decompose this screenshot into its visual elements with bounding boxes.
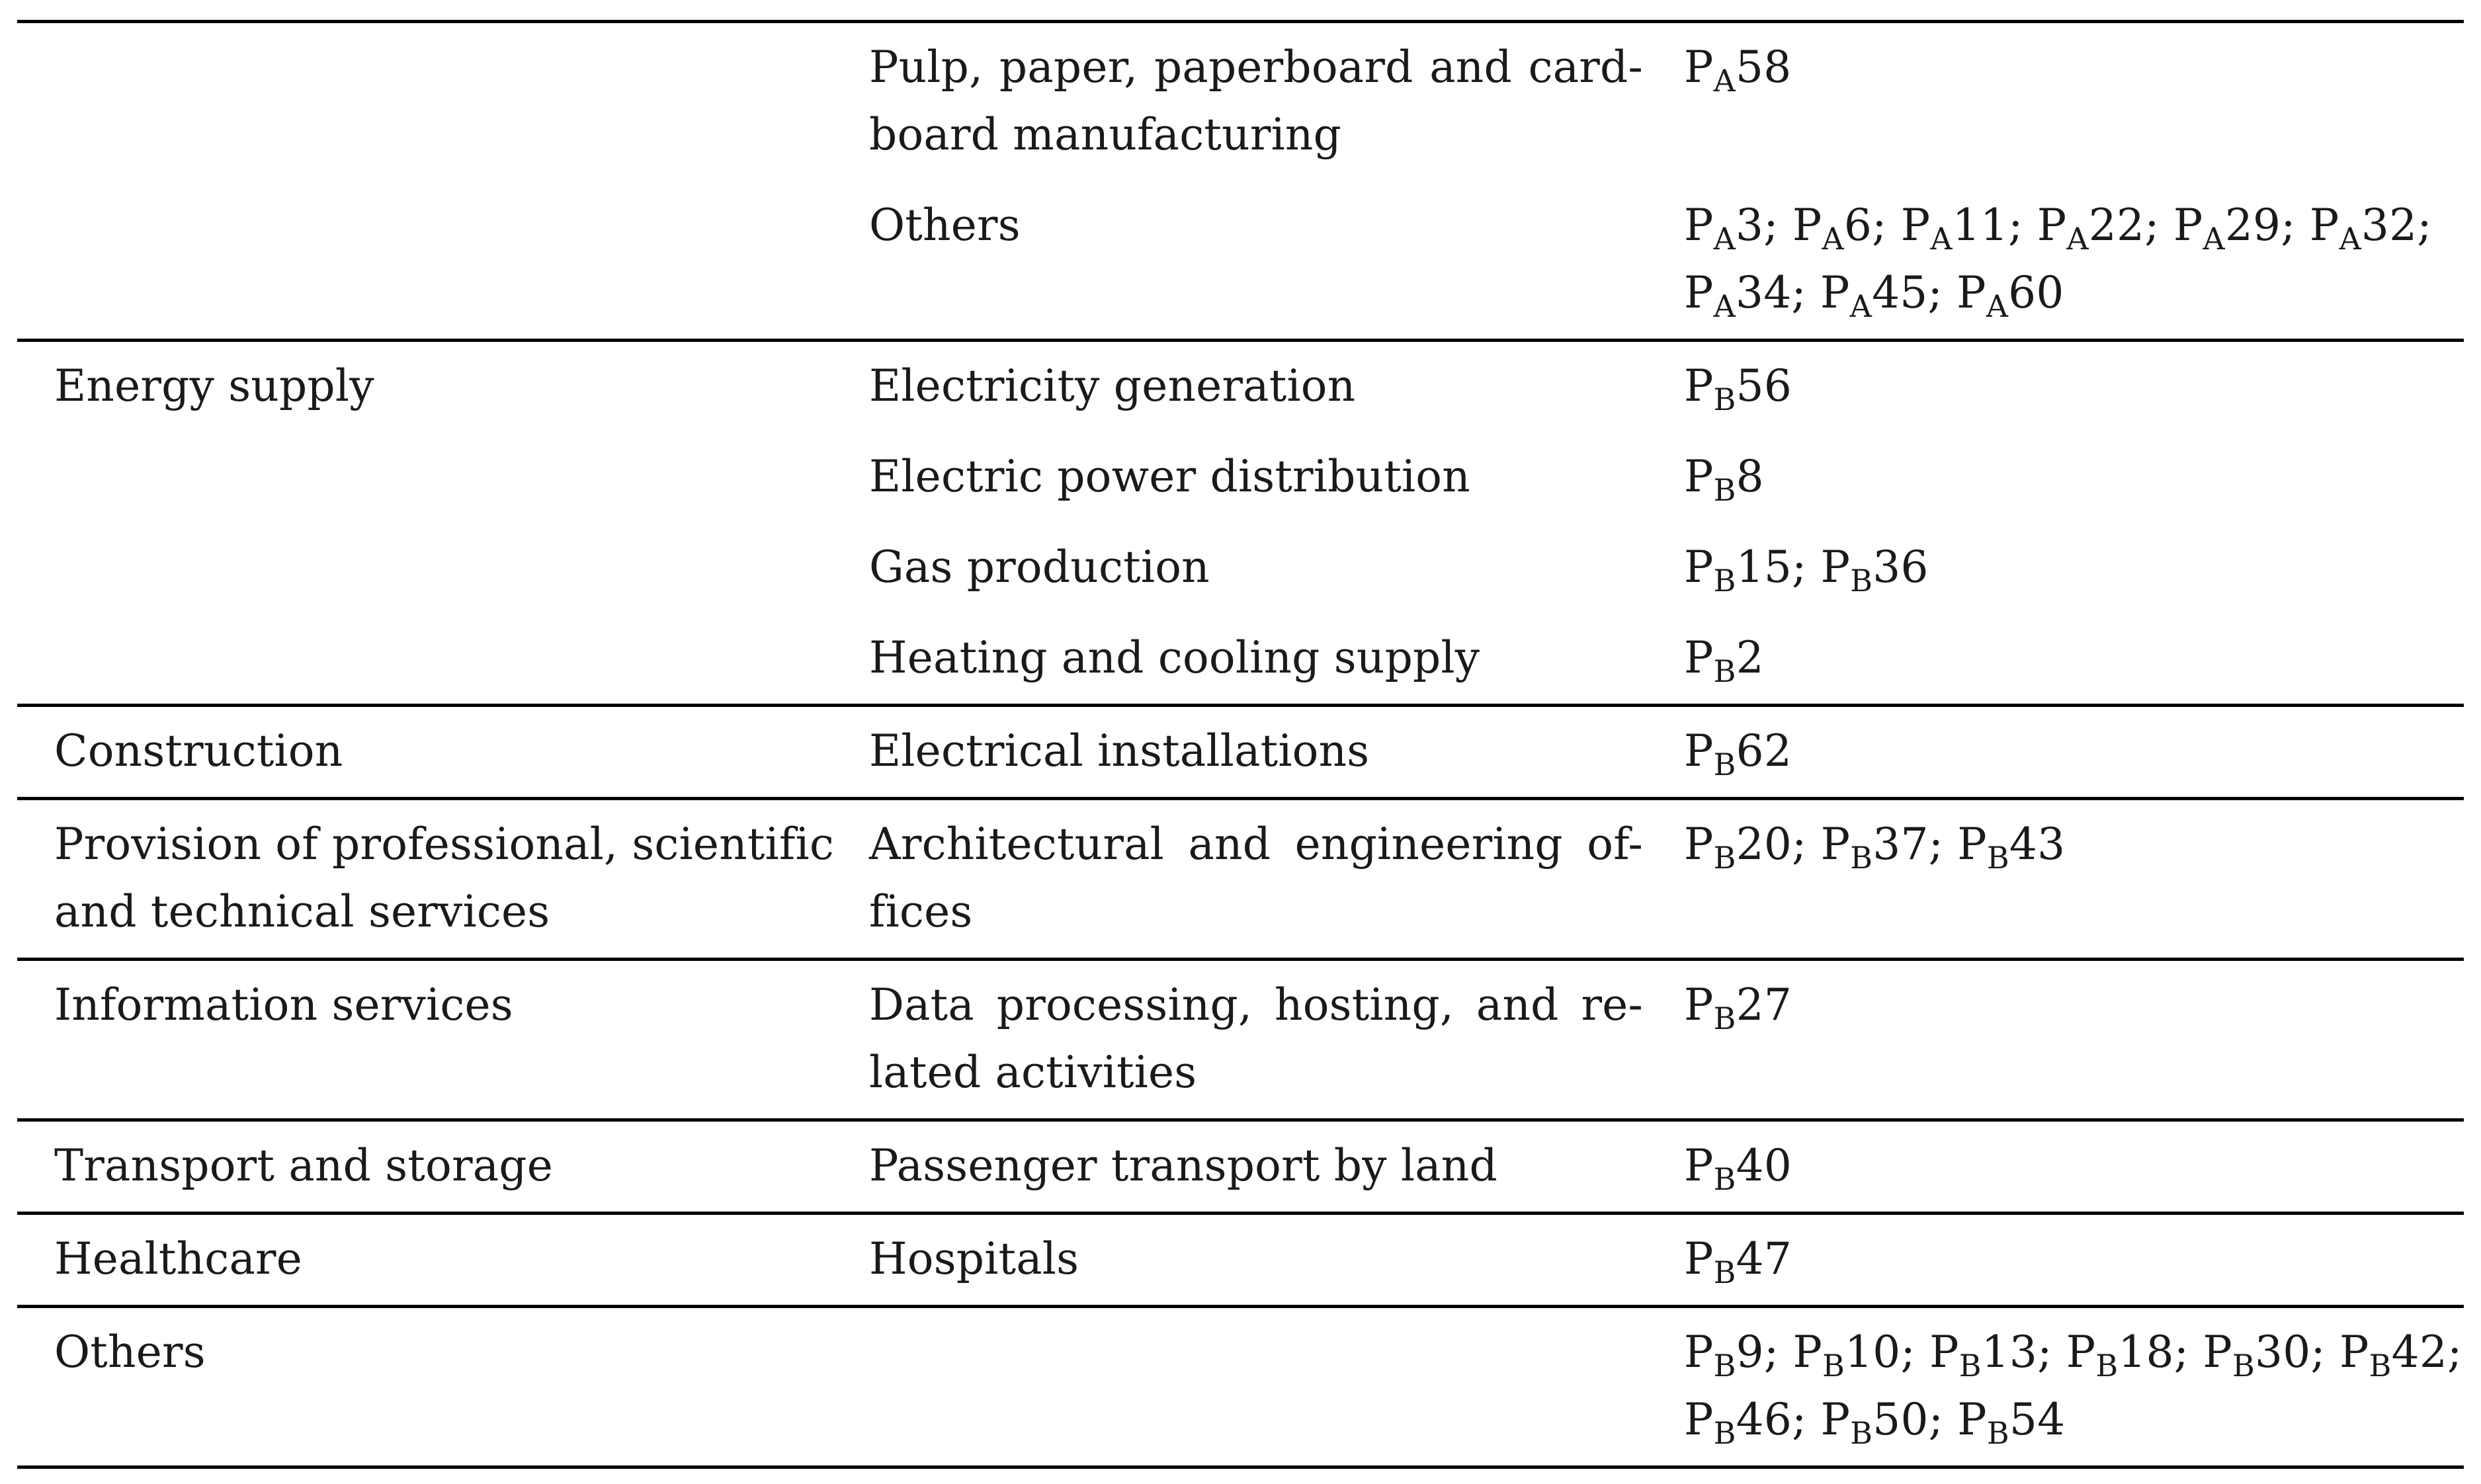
- reference-group: B: [1713, 1001, 1736, 1036]
- reference-group: B: [1850, 563, 1873, 598]
- reference-line: [1684, 624, 2464, 692]
- paper-reference: [2339, 1327, 2448, 1383]
- section-healthcare: [17, 1215, 2464, 1305]
- subsector-label: board manufacturing: [869, 109, 1342, 160]
- reference-separator: ;: [1791, 267, 1821, 318]
- sector-cell: [54, 971, 835, 1039]
- reference-line: [1684, 1386, 2464, 1454]
- reference-number: 37: [1872, 819, 1929, 870]
- reference-number: 9: [1736, 1327, 1764, 1378]
- subsector-label: Hospitals: [869, 1233, 1079, 1284]
- reference-cell: [1684, 1132, 2464, 1200]
- reference-group: B: [1958, 1348, 1982, 1383]
- subsector-label: fices: [869, 886, 973, 937]
- reference-line: [1684, 971, 2464, 1039]
- reference-separator: ;: [1928, 819, 1958, 870]
- reference-prefix: P: [2173, 200, 2203, 251]
- reference-line: [1684, 259, 2464, 327]
- section-transport-storage: [17, 1122, 2464, 1212]
- reference-separator: ;: [1792, 542, 1821, 593]
- table-rule: [17, 1465, 2464, 1469]
- subsector-cell: [869, 34, 1643, 169]
- reference-number: 13: [1981, 1327, 2038, 1378]
- reference-number: 6: [1843, 200, 1872, 251]
- paper-reference: [1956, 267, 2064, 324]
- paper-reference: [2309, 200, 2418, 257]
- reference-separator: ;: [2447, 1327, 2462, 1378]
- sector-cell: [54, 1319, 835, 1386]
- reference-number: 10: [1845, 1327, 1901, 1378]
- reference-line: [1684, 1319, 2464, 1386]
- paper-reference: [1684, 267, 1792, 324]
- paper-reference: [1684, 42, 1792, 99]
- reference-separator: ;: [1763, 1327, 1793, 1378]
- section-information-services: [17, 961, 2464, 1118]
- reference-group: B: [1713, 840, 1736, 876]
- paper-reference: [1820, 267, 1928, 324]
- reference-group: A: [1713, 63, 1736, 99]
- subsector-cell: [869, 718, 1643, 785]
- reference-line: [1684, 811, 2464, 878]
- reference-prefix: P: [1684, 42, 1714, 93]
- reference-group: B: [1713, 382, 1736, 417]
- paper-reference: [2203, 1327, 2311, 1383]
- reference-separator: ;: [1900, 1327, 1930, 1378]
- paper-reference: [1792, 1327, 1901, 1383]
- reference-prefix: P: [2037, 200, 2067, 251]
- reference-prefix: P: [1957, 1394, 1987, 1445]
- paper-reference: [1820, 819, 1929, 876]
- reference-group: B: [1713, 563, 1736, 598]
- sector-cell: [54, 1132, 835, 1200]
- reference-prefix: P: [1684, 819, 1714, 870]
- subsector-label: Architectural and engineering of-: [869, 819, 1643, 870]
- reference-prefix: P: [1684, 267, 1714, 318]
- reference-number: 36: [1872, 542, 1929, 593]
- reference-group: B: [2369, 1348, 2392, 1383]
- reference-cell: [1684, 34, 2464, 101]
- reference-number: 54: [2009, 1394, 2066, 1445]
- reference-group: B: [1713, 472, 1736, 508]
- sector-label: Energy supply: [54, 360, 374, 411]
- section-industry-cont: [17, 23, 2464, 339]
- reference-prefix: P: [1684, 632, 1714, 683]
- reference-prefix: P: [1957, 819, 1987, 870]
- reference-prefix: P: [1684, 542, 1714, 593]
- reference-prefix: P: [1684, 1394, 1714, 1445]
- reference-group: B: [1822, 1348, 1845, 1383]
- reference-line: [1684, 1225, 2464, 1293]
- subsector-cell: [869, 1132, 1643, 1200]
- reference-separator: ;: [2417, 200, 2432, 251]
- sector-label: Healthcare: [54, 1233, 303, 1284]
- reference-number: 30: [2255, 1327, 2311, 1378]
- reference-group: B: [2232, 1348, 2255, 1383]
- reference-group: B: [1713, 1415, 1736, 1451]
- reference-number: 3: [1736, 200, 1764, 251]
- section-energy-supply: [17, 342, 2464, 704]
- reference-number: 47: [1736, 1233, 1792, 1284]
- reference-group: B: [1713, 1348, 1736, 1383]
- sector-cell: [54, 811, 835, 946]
- sector-cell: [54, 1225, 835, 1293]
- paper-reference: [1684, 725, 1792, 782]
- subsector-cell: [869, 352, 1643, 420]
- subsector-label: Pulp, paper, paperboard and card-: [869, 42, 1643, 93]
- reference-prefix: P: [1900, 200, 1931, 251]
- reference-prefix: P: [1684, 200, 1714, 251]
- reference-number: 60: [2008, 267, 2064, 318]
- reference-number: 8: [1736, 451, 1764, 502]
- reference-number: 56: [1736, 360, 1792, 411]
- reference-number: 58: [1736, 42, 1792, 93]
- reference-separator: ;: [1872, 200, 1901, 251]
- reference-group: B: [1713, 1161, 1736, 1197]
- reference-prefix: P: [1684, 451, 1714, 502]
- paper-reference: [1684, 632, 1764, 689]
- reference-group: A: [1713, 221, 1736, 257]
- reference-line: [1684, 718, 2464, 785]
- section-professional-services: [17, 800, 2464, 958]
- subsector-label: Electricity generation: [869, 360, 1356, 411]
- reference-line: [1684, 534, 2464, 601]
- paper-reference: [1929, 1327, 2038, 1383]
- paper-reference: [2037, 200, 2145, 257]
- reference-number: 11: [1952, 200, 2009, 251]
- reference-prefix: P: [1684, 979, 1714, 1030]
- reference-prefix: P: [1820, 819, 1851, 870]
- paper-reference: [1684, 979, 1792, 1036]
- paper-reference: [2173, 200, 2281, 257]
- subsector-label: Electrical installations: [869, 725, 1370, 776]
- subsector-label: Others: [869, 200, 1021, 251]
- reference-prefix: P: [1684, 725, 1714, 776]
- reference-cell: [1684, 352, 2464, 420]
- paper-reference: [1684, 1327, 1764, 1383]
- reference-group: A: [1849, 288, 1872, 324]
- reference-separator: ;: [1792, 1394, 1821, 1445]
- reference-group: A: [1822, 221, 1844, 257]
- sector-table: [17, 20, 2464, 1469]
- reference-number: 27: [1736, 979, 1792, 1030]
- reference-prefix: P: [1820, 542, 1851, 593]
- reference-line: [1684, 1132, 2464, 1200]
- reference-line: [1684, 352, 2464, 420]
- reference-group: B: [1986, 840, 2009, 876]
- reference-cell: [1684, 1225, 2464, 1293]
- reference-cell: [1684, 718, 2464, 785]
- subsector-cell: [869, 192, 1643, 259]
- reference-group: B: [1850, 840, 1873, 876]
- subsector-cell: [869, 971, 1643, 1106]
- reference-separator: ;: [1927, 267, 1957, 318]
- reference-number: 20: [1736, 819, 1792, 870]
- reference-cell: [1684, 624, 2464, 692]
- subsector-label: lated activities: [869, 1047, 1197, 1098]
- reference-prefix: P: [1684, 1233, 1714, 1284]
- reference-group: A: [2066, 221, 2089, 257]
- reference-cell: [1684, 192, 2464, 327]
- reference-group: A: [1713, 288, 1736, 324]
- paper-reference: [1684, 360, 1792, 417]
- section-construction: [17, 707, 2464, 797]
- reference-prefix: P: [1820, 1394, 1851, 1445]
- reference-group: B: [1713, 1255, 1736, 1290]
- reference-group: A: [2339, 221, 2361, 257]
- paper-reference: [1820, 1394, 1929, 1451]
- reference-prefix: P: [1684, 1140, 1714, 1191]
- reference-separator: ;: [1763, 200, 1792, 251]
- sector-label: Others: [54, 1327, 206, 1378]
- reference-group: B: [1713, 653, 1736, 689]
- subsector-label: Heating and cooling supply: [869, 632, 1480, 683]
- reference-prefix: P: [1929, 1327, 1959, 1378]
- reference-number: 29: [2224, 200, 2281, 251]
- paper-reference: [1684, 542, 1792, 598]
- reference-separator: ;: [2173, 1327, 2203, 1378]
- reference-separator: ;: [2310, 1327, 2340, 1378]
- reference-number: 40: [1736, 1140, 1792, 1191]
- reference-number: 50: [1872, 1394, 1929, 1445]
- reference-prefix: P: [2203, 1327, 2232, 1378]
- reference-number: 46: [1736, 1394, 1792, 1445]
- paper-reference: [1957, 1394, 2066, 1451]
- subsector-cell: [869, 443, 1643, 511]
- reference-line: [1684, 34, 2464, 101]
- sector-label: Construction: [54, 725, 343, 776]
- reference-separator: ;: [2008, 200, 2037, 251]
- paper-reference: [1684, 451, 1764, 508]
- subsector-cell: [869, 624, 1643, 692]
- paper-reference: [1684, 1394, 1792, 1451]
- reference-number: 15: [1736, 542, 1792, 593]
- reference-number: 22: [2088, 200, 2145, 251]
- reference-prefix: P: [2309, 200, 2339, 251]
- reference-group: A: [2203, 221, 2225, 257]
- paper-reference: [1684, 819, 1792, 876]
- subsector-label: Gas production: [869, 542, 1210, 593]
- reference-group: B: [2095, 1348, 2119, 1383]
- reference-number: 62: [1736, 725, 1792, 776]
- reference-number: 32: [2361, 200, 2418, 251]
- subsector-cell: [869, 1225, 1643, 1293]
- reference-prefix: P: [1792, 1327, 1823, 1378]
- reference-prefix: P: [1792, 200, 1822, 251]
- reference-cell: [1684, 811, 2464, 878]
- paper-reference: [1820, 542, 1929, 598]
- reference-number: 18: [2118, 1327, 2174, 1378]
- sector-cell: [54, 352, 835, 420]
- reference-separator: ;: [1928, 1394, 1958, 1445]
- reference-number: 34: [1736, 267, 1792, 318]
- reference-prefix: P: [1684, 1327, 1714, 1378]
- reference-cell: [1684, 534, 2464, 601]
- reference-separator: ;: [1792, 819, 1821, 870]
- subsector-label: Data processing, hosting, and re-: [869, 979, 1643, 1030]
- reference-prefix: P: [1956, 267, 1986, 318]
- paper-reference: [1684, 1233, 1792, 1290]
- reference-prefix: P: [1820, 267, 1850, 318]
- paper-reference: [1957, 819, 2066, 876]
- reference-group: B: [1986, 1415, 2009, 1451]
- reference-group: B: [1850, 1415, 1873, 1451]
- reference-group: B: [1713, 747, 1736, 782]
- sector-label: Transport and storage: [54, 1140, 553, 1191]
- paper-reference: [1684, 1140, 1792, 1197]
- subsector-label: Electric power distribution: [869, 451, 1470, 502]
- reference-number: 43: [2009, 819, 2066, 870]
- reference-separator: ;: [2144, 200, 2173, 251]
- reference-cell: [1684, 443, 2464, 511]
- reference-line: [1684, 192, 2464, 259]
- paper-reference: [2066, 1327, 2174, 1383]
- reference-number: 2: [1736, 632, 1764, 683]
- reference-number: 42: [2391, 1327, 2448, 1378]
- paper-reference: [1900, 200, 2009, 257]
- reference-separator: ;: [2281, 200, 2310, 251]
- subsector-cell: [869, 534, 1643, 601]
- reference-cell: [1684, 1319, 2464, 1454]
- reference-group: A: [1986, 288, 2009, 324]
- reference-prefix: P: [2339, 1327, 2369, 1378]
- paper-reference: [1684, 200, 1764, 257]
- section-others: [17, 1308, 2464, 1465]
- sector-label: Provision of professional, scientific: [54, 819, 834, 870]
- reference-number: 45: [1872, 267, 1928, 318]
- reference-prefix: P: [2066, 1327, 2096, 1378]
- sector-label: Information services: [54, 979, 513, 1030]
- reference-separator: ;: [2037, 1327, 2066, 1378]
- paper-reference: [1792, 200, 1872, 257]
- reference-prefix: P: [1684, 360, 1714, 411]
- subsector-cell: [869, 811, 1643, 946]
- reference-group: A: [1930, 221, 1953, 257]
- reference-cell: [1684, 971, 2464, 1039]
- reference-line: [1684, 443, 2464, 511]
- sector-cell: [54, 718, 835, 785]
- sector-label: and technical services: [54, 886, 550, 937]
- subsector-label: Passenger transport by land: [869, 1140, 1497, 1191]
